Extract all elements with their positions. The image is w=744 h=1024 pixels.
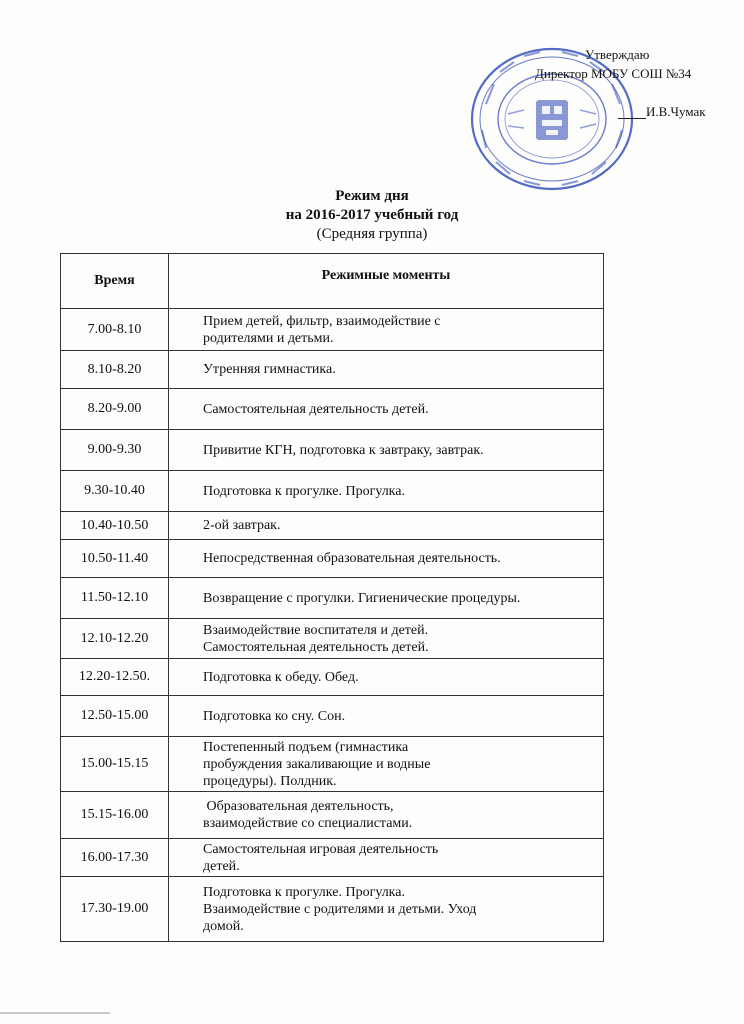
activity-line: 2-ой завтрак. — [203, 518, 281, 533]
time-cell: 12.10-12.20 — [61, 619, 169, 659]
time-cell: 10.40-10.50 — [61, 512, 169, 540]
activity-cell — [169, 839, 604, 877]
title-main: Режим дня — [335, 188, 409, 204]
time-cell: 7.00-8.10 — [61, 309, 169, 351]
activity-cell — [169, 792, 604, 839]
table-row — [61, 877, 604, 942]
activity-line: Взаимодействие с родителями и детьми. Уход — [203, 901, 477, 917]
header-activity: Режимные моменты — [169, 254, 604, 309]
table-header-row — [61, 254, 604, 309]
activity-line: домой. — [203, 918, 244, 934]
header-time: Время — [61, 254, 169, 309]
activity-line: взаимодействие со специалистами. — [203, 816, 413, 831]
approval-position: Директор МОБУ СОШ №34 — [535, 66, 692, 81]
table-row — [61, 839, 604, 877]
activity-line: Привитие КГН, подготовка к завтраку, завтрак. — [203, 442, 484, 458]
time-cell: 12.20-12.50. — [61, 659, 169, 696]
table-row — [61, 309, 604, 351]
table-row — [61, 389, 604, 430]
table-row — [61, 471, 604, 512]
activity-line: Подготовка ко сну. Сон. — [203, 708, 346, 724]
time-cell: 9.30-10.40 — [61, 471, 169, 512]
table-row — [61, 430, 604, 471]
approval-name: И.В.Чумак — [646, 104, 706, 119]
activity-line: детей. — [203, 858, 240, 874]
time-cell: 16.00-17.30 — [61, 839, 169, 877]
activity-cell — [169, 471, 604, 512]
activity-line: Самостоятельная деятельность детей. — [203, 639, 429, 655]
time-cell: 8.20-9.00 — [61, 389, 169, 430]
time-cell: 11.50-12.10 — [61, 578, 169, 619]
schedule-table — [60, 253, 604, 942]
title-year: на 2016-2017 учебный год — [285, 207, 459, 223]
activity-cell — [169, 389, 604, 430]
activity-line: Возвращение с прогулки. Гигиенические процедуры. — [203, 590, 521, 606]
activity-cell — [169, 351, 604, 389]
activity-line: Подготовка к прогулке. Прогулка. — [203, 884, 405, 900]
activity-line: Непосредственная образовательная деятельность. — [203, 551, 501, 566]
time-cell: 15.15-16.00 — [61, 792, 169, 839]
activity-cell — [169, 659, 604, 696]
scan-edge-mark — [0, 1012, 110, 1014]
activity-line: процедуры). Полдник. — [203, 773, 337, 789]
activity-cell — [169, 696, 604, 737]
table-row — [61, 512, 604, 540]
activity-cell — [169, 309, 604, 351]
activity-cell — [169, 737, 604, 792]
table-row — [61, 696, 604, 737]
table-row — [61, 619, 604, 659]
activity-line: Постепенный подъем (гимнастика — [203, 739, 409, 755]
table-row — [61, 792, 604, 839]
table-row — [61, 737, 604, 792]
activity-line: Прием детей, фильтр, взаимодействие с — [203, 313, 441, 329]
table-row — [61, 659, 604, 696]
time-cell: 10.50-11.40 — [61, 540, 169, 578]
time-cell: 12.50-15.00 — [61, 696, 169, 737]
activity-line: Самостоятельная деятельность детей. — [203, 401, 429, 417]
time-cell: 15.00-15.15 — [61, 737, 169, 792]
document-title — [0, 187, 744, 244]
table-row — [61, 540, 604, 578]
activity-cell — [169, 578, 604, 619]
title-group: (Средняя группа) — [316, 226, 428, 242]
activity-cell — [169, 877, 604, 942]
activity-cell — [169, 540, 604, 578]
approval-block — [0, 0, 744, 180]
activity-line: Самостоятельная игровая деятельность — [203, 841, 439, 857]
activity-line: Подготовка к прогулке. Прогулка. — [203, 483, 405, 499]
table-row — [61, 351, 604, 389]
activity-cell — [169, 430, 604, 471]
time-cell: 17.30-19.00 — [61, 877, 169, 942]
time-cell: 8.10-8.20 — [61, 351, 169, 389]
time-cell: 9.00-9.30 — [61, 430, 169, 471]
activity-line: Утренняя гимнастика. — [203, 362, 336, 377]
activity-line: Взаимодействие воспитателя и детей. — [203, 622, 429, 638]
activity-cell — [169, 512, 604, 540]
activity-line: Образовательная деятельность, — [203, 799, 394, 814]
approval-heading: Утверждаю — [585, 47, 650, 62]
table-row — [61, 578, 604, 619]
activity-cell — [169, 619, 604, 659]
signature-line — [618, 118, 646, 119]
activity-line: пробуждения закаливающие и водные — [203, 756, 431, 772]
activity-line: родителями и детьми. — [203, 330, 334, 346]
activity-line: Подготовка к обеду. Обед. — [203, 669, 359, 685]
